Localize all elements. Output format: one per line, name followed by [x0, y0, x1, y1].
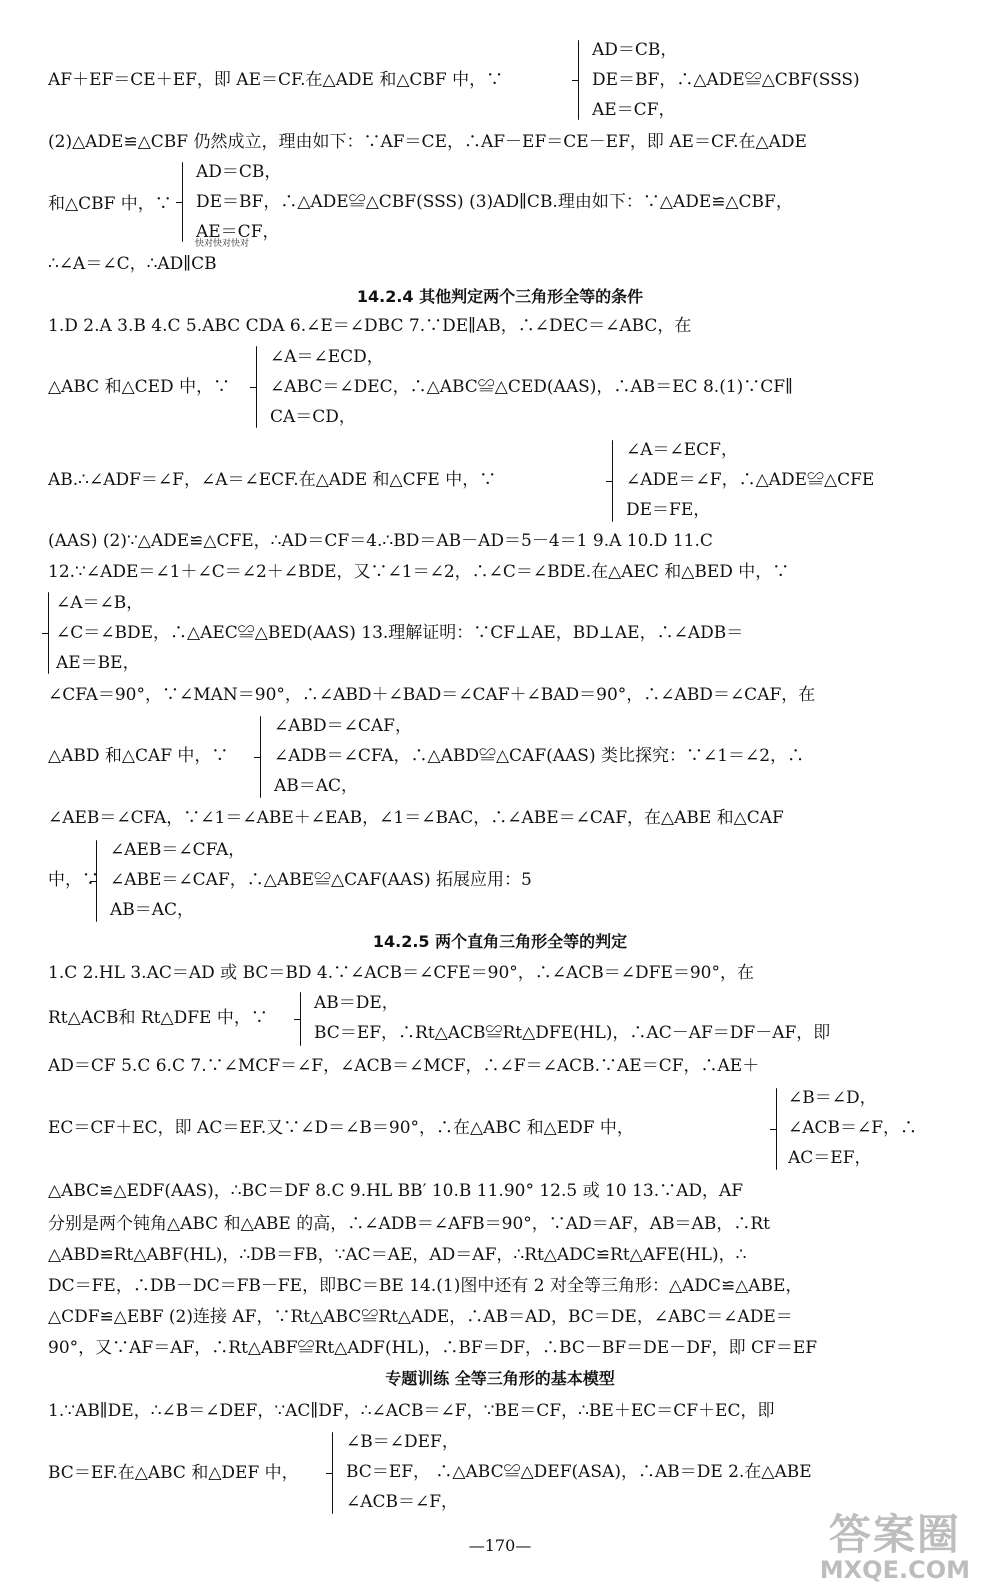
equation-system	[274, 716, 804, 806]
system-row: AE＝CF，	[592, 100, 676, 120]
brace	[776, 1088, 777, 1170]
system-row: AD＝CB，	[196, 162, 282, 182]
text-line: AD＝CF 5.C 6.C 7.∵∠MCF＝∠F，∠ACB＝∠MCF，∴∠F＝∠ACB.∵AE＝CF，∴AE＋	[48, 1056, 760, 1076]
text-line: 1.D 2.A 3.B 4.C 5.ABC CDA 6.∠E＝∠DBC 7.∵DE∥AB，∴∠DEC＝∠ABC，在	[48, 316, 692, 336]
equation-system	[626, 440, 874, 530]
system-row: ∠B＝∠D，	[788, 1088, 877, 1108]
system-row: DE＝BF，∴△ADE≌△CBF(SSS) (3)AD∥CB.理由如下：∵△ADE≌△CBF，	[196, 192, 793, 212]
watermark-url: MXQE.COM	[819, 1556, 970, 1584]
text-line: ∴∠A＝∠C，∴AD∥CB	[48, 254, 217, 274]
equation-system	[788, 1088, 917, 1178]
system-row: AB＝DE，	[314, 993, 399, 1013]
brace	[260, 716, 261, 798]
text-line: 12.∵∠ADE＝∠1＋∠C＝∠2＋∠BDE，又∵∠1＝∠2，∴∠C＝∠BDE.在△AEC 和△BED 中，∵	[48, 562, 790, 582]
equation-system	[196, 162, 793, 252]
text-line: 分别是两个钝角△ABC 和△ABE 的高，∴∠ADB＝∠AFB＝90°，∵AD＝AF，AB＝AB，∴Rt	[48, 1214, 770, 1234]
text-line: DC＝FE，∴DB－DC＝FB－FE，即BC＝BE 14.(1)图中还有 2 对全等三角形：△ADC≌△ABE，	[48, 1276, 803, 1296]
system-row: DE＝FE，	[626, 500, 711, 520]
system-row: AD＝CB，	[592, 40, 678, 60]
system-row: CA＝CD，	[270, 407, 356, 427]
equation-system	[270, 347, 793, 437]
text-line: △ABD≌Rt△ABF(HL)，∴DB＝FB，∵AC＝AE，AD＝AF，∴Rt△ADC≌Rt△AFE(HL)，∴	[48, 1245, 747, 1265]
brace	[578, 40, 579, 120]
brace	[612, 440, 613, 522]
brace	[48, 592, 49, 674]
system-row: AE＝BE，	[56, 653, 140, 673]
system-row: ∠AEB＝∠CFA，	[110, 840, 246, 860]
text-line: (2)△ADE≌△CBF 仍然成立，理由如下：∵AF＝CE，∴AF－EF＝CE－EF，即 AE＝CF.在△ADE	[48, 132, 807, 152]
text-line: (AAS) (2)∵△ADE≌△CFE，∴AD＝CF＝4.∴BD＝AB－AD＝5－4＝1 9.A 10.D 11.C	[48, 531, 713, 551]
text-line: EC＝CF＋EC，即 AC＝EF.又∵∠D＝∠B＝90°，∴在△ABC 和△EDF 中，	[48, 1118, 634, 1138]
text-line: AF＋EF＝CE＋EF，即 AE＝CF.在△ADE 和△CBF 中，∵	[48, 70, 504, 90]
system-row: ∠A＝∠ECD，	[270, 347, 384, 367]
text-line: 中，∵	[48, 870, 99, 890]
section-title: 专题训练 全等三角形的基本模型	[385, 1369, 615, 1388]
text-line: Rt△ACB和 Rt△DFE 中，∵	[48, 1008, 268, 1028]
text-line: △ABC≌△EDF(AAS)，∴BC＝DF 8.C 9.HL BB′ 10.B 11.90° 12.5 或 10 13.∵AD，AF	[48, 1181, 744, 1201]
equation-system	[592, 40, 860, 130]
text-line: △CDF≌△EBF (2)连接 AF，∵Rt△ABC≌Rt△ADE，∴AB＝AD，BC＝DE，∠ABC＝∠ADE＝	[48, 1307, 793, 1327]
equation-system	[56, 593, 743, 683]
system-row: ∠A＝∠B，	[56, 593, 144, 613]
text-line: 和△CBF 中，∵	[48, 194, 172, 214]
text-line: ∠CFA＝90°，∵∠MAN＝90°，∴∠ABD＋∠BAD＝∠CAF＋∠BAD＝90°，∴∠ABD＝∠CAF，在	[48, 685, 816, 705]
page-number: —170—	[468, 1536, 532, 1555]
equation-system	[314, 993, 830, 1053]
system-row: AB＝AC，	[110, 900, 195, 920]
brace	[96, 840, 97, 922]
brace	[300, 992, 301, 1046]
system-row: AE＝CF，	[196, 222, 280, 242]
system-row: BC＝EF，∴Rt△ACB≌Rt△DFE(HL)，∴AC－AF＝DF－AF，即	[314, 1023, 831, 1043]
system-row: BC＝EF， ∴△ABC≌△DEF(ASA)，∴AB＝DE 2.在△ABE	[346, 1462, 812, 1482]
text-line: 90°，又∵AF＝AF，∴Rt△ABF≌Rt△ADF(HL)，∴BF＝DF，∴BC－BF＝DE－DF，即 CF＝EF	[48, 1338, 818, 1358]
system-row: ∠ABD＝∠CAF，	[274, 716, 412, 736]
watermark-logo	[820, 1502, 970, 1584]
system-row: ∠ADE＝∠F，∴△ADE≌△CFE	[626, 470, 875, 490]
system-row: ∠A＝∠ECF，	[626, 440, 738, 460]
text-line: △ABC 和△CED 中，∵	[48, 377, 231, 397]
equation-system	[110, 840, 532, 930]
text-line: 1.C 2.HL 3.AC＝AD 或 BC＝BD 4.∵∠ACB＝∠CFE＝90°，∴∠ACB＝∠DFE＝90°，在	[48, 963, 754, 983]
text-line: 1.∵AB∥DE，∴∠B＝∠DEF，∵AC∥DF，∴∠ACB＝∠F，∵BE＝CF，∴BE＋EC＝CF＋EC，即	[48, 1401, 775, 1421]
brace	[256, 346, 257, 428]
system-row: ∠ABE＝∠CAF，∴△ABE≌△CAF(AAS) 拓展应用：5	[110, 870, 532, 890]
system-row: ∠ABC＝∠DEC，∴△ABC≌△CED(AAS)，∴AB＝EC 8.(1)∵CF∥	[270, 377, 793, 397]
text-line: ∠AEB＝∠CFA，∵∠1＝∠ABE＋∠EAB，∠1＝∠BAC，∴∠ABE＝∠CAF，在△ABE 和△CAF	[48, 808, 784, 828]
section-title: 14.2.4 其他判定两个三角形全等的条件	[356, 287, 644, 306]
system-row: AC＝EF，	[788, 1148, 872, 1168]
system-row: AB＝AC，	[274, 776, 359, 796]
system-row: ∠C＝∠BDE，∴△AEC≌△BED(AAS) 13.理解证明：∵CF⊥AE，BD⊥AE，∴∠ADB＝	[56, 623, 744, 643]
watermark-text: 答案圈	[828, 1510, 961, 1559]
text-line: △ABD 和△CAF 中，∵	[48, 746, 229, 766]
equation-system	[346, 1432, 812, 1522]
system-row: ∠B＝∠DEF，	[346, 1432, 459, 1452]
text-line: AB.∴∠ADF＝∠F，∠A＝∠ECF.在△ADE 和△CFE 中，∵	[48, 470, 497, 490]
handwritten-scribble: 快对快对快对	[195, 239, 250, 249]
system-row: ∠ACB＝∠F，	[346, 1492, 459, 1512]
text-line: BC＝EF.在△ABC 和△DEF 中，	[48, 1463, 299, 1483]
brace	[182, 162, 183, 242]
brace	[332, 1432, 333, 1514]
section-title: 14.2.5 两个直角三角形全等的判定	[372, 932, 628, 951]
system-row: ∠ACB＝∠F，∴	[788, 1118, 918, 1138]
system-row: ∠ADB＝∠CFA，∴△ABD≌△CAF(AAS) 类比探究：∵∠1＝∠2，∴	[274, 746, 805, 766]
system-row: DE＝BF，∴△ADE≌△CBF(SSS)	[592, 70, 860, 90]
